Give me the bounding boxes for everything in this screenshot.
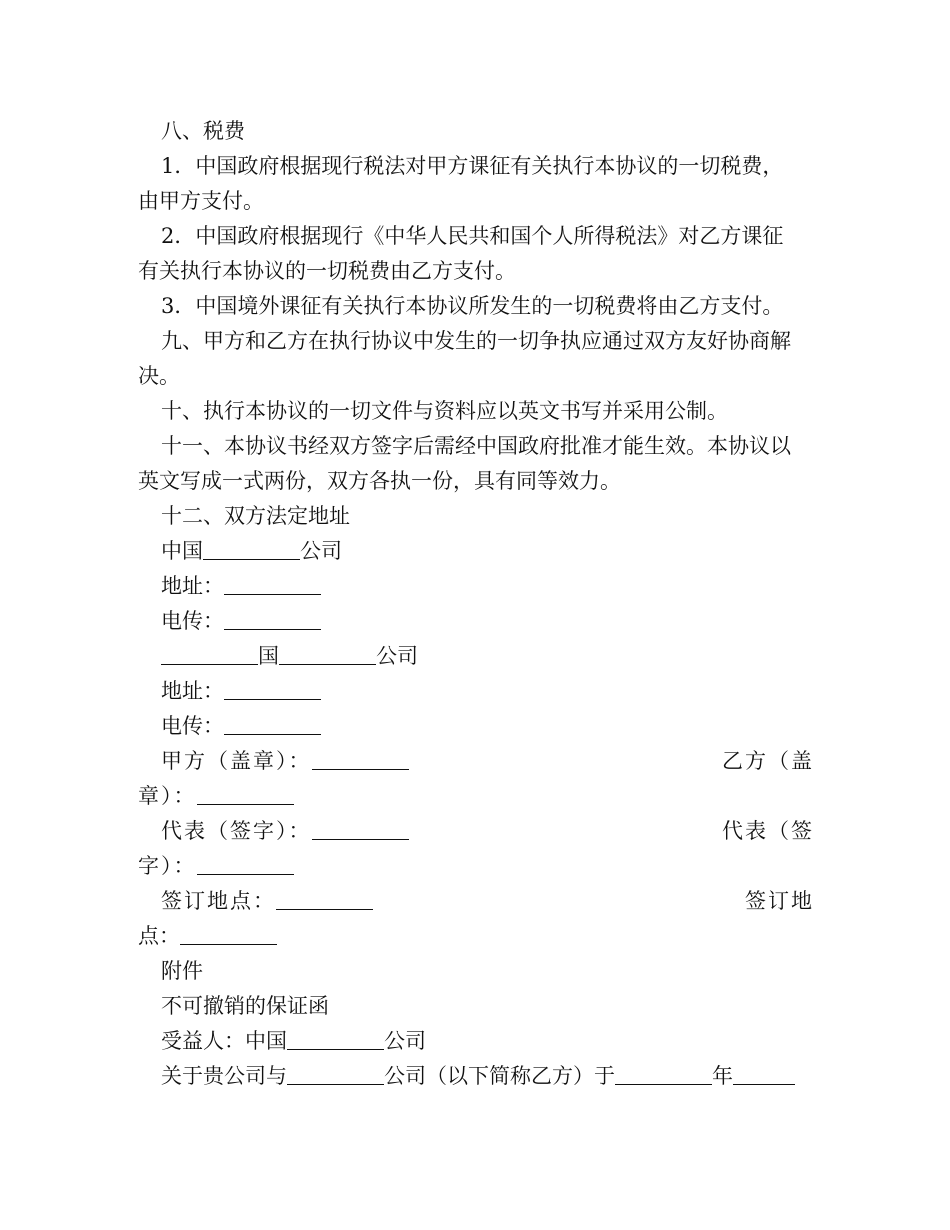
seal-line: 甲方（盖章）： 乙方（盖: [161, 749, 814, 773]
party-a-seal-blank[interactable]: [312, 751, 409, 770]
section-12-title: 十二、双方法定地址: [161, 504, 350, 528]
china-company-line: 中国 公司: [161, 539, 342, 563]
section-9-cont: 决。: [138, 364, 180, 388]
seal-line-cont: 章）：: [138, 779, 814, 814]
party-a-rep-blank[interactable]: [312, 821, 409, 840]
document-page: [138, 114, 814, 1094]
section-8-title: 八、税费: [161, 119, 245, 143]
section-8-item-2: 2．中国政府根据现行《中华人民共和国个人所得税法》对乙方课征: [161, 224, 784, 248]
month-blank[interactable]: [733, 1066, 795, 1085]
sign-place-b-blank[interactable]: [180, 926, 277, 945]
foreign-address-blank[interactable]: [224, 681, 321, 700]
attachment-heading: 附件: [161, 959, 203, 983]
party-b-rep-blank[interactable]: [197, 856, 294, 875]
rep-sign-line: 代表（签字）： 代表（签: [161, 819, 814, 843]
address-blank[interactable]: [224, 576, 321, 595]
foreign-company-blank[interactable]: [279, 646, 376, 665]
rep-sign-line-cont: 字）：: [138, 849, 814, 884]
country-blank[interactable]: [161, 646, 258, 665]
guarantee-title: 不可撤销的保证函: [161, 994, 329, 1018]
foreign-address-line: 地址：: [138, 674, 814, 709]
sign-place-a-blank[interactable]: [276, 891, 373, 910]
regarding-line: 关于贵公司与 公司（以下简称乙方）于 年: [138, 1059, 814, 1094]
section-11-cont: 英文写成一式两份，双方各执一份，具有同等效力。: [138, 469, 621, 493]
party-b-seal-blank[interactable]: [197, 786, 294, 805]
china-fax-line: 电传：: [138, 604, 814, 639]
sign-place-line: 签订地点： 签订地: [161, 889, 814, 913]
section-10: 十、执行本协议的一切文件与资料应以英文书写并采用公制。: [161, 399, 728, 423]
section-8-item-3: 3．中国境外课征有关执行本协议所发生的一切税费将由乙方支付。: [161, 294, 784, 318]
section-9: 九、甲方和乙方在执行协议中发生的一切争执应通过双方友好协商解: [161, 329, 791, 353]
section-11: 十一、本协议书经双方签字后需经中国政府批准才能生效。本协议以: [161, 434, 791, 458]
beneficiary-line: 受益人：中国 公司: [161, 1029, 426, 1053]
sign-place-line-cont: 点：: [138, 919, 814, 954]
section-8-item-2-cont: 有关执行本协议的一切税费由乙方支付。: [138, 259, 516, 283]
regarding-company-blank[interactable]: [287, 1066, 384, 1085]
year-blank[interactable]: [615, 1066, 712, 1085]
china-address-line: 地址：: [138, 569, 814, 604]
fax-blank[interactable]: [224, 611, 321, 630]
section-8-item-1-cont: 由甲方支付。: [138, 189, 264, 213]
company-name-blank[interactable]: [203, 541, 300, 560]
foreign-company-line: 国 公司: [138, 639, 814, 674]
section-8-item-1: 1．中国政府根据现行税法对甲方课征有关执行本协议的一切税费，: [161, 154, 784, 178]
foreign-fax-blank[interactable]: [224, 716, 321, 735]
foreign-fax-line: 电传：: [138, 709, 814, 744]
beneficiary-company-blank[interactable]: [287, 1031, 384, 1050]
